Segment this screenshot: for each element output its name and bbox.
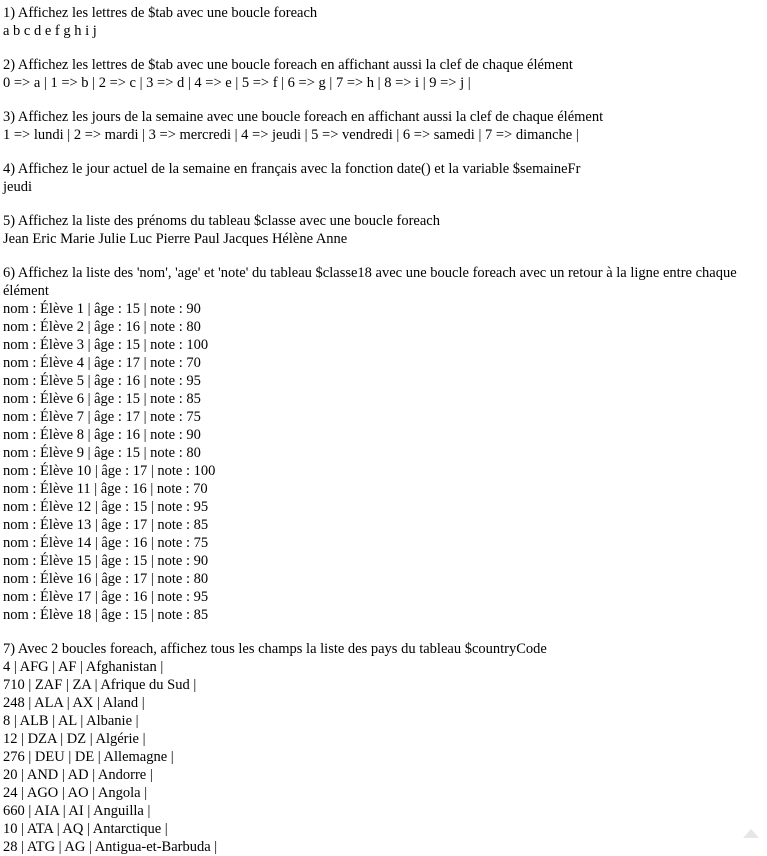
- output-line: nom : Élève 6 | âge : 15 | note : 85: [3, 391, 201, 407]
- output-line: 8 | ALB | AL | Albanie |: [3, 713, 139, 729]
- output-line: nom : Élève 12 | âge : 15 | note : 95: [3, 499, 209, 515]
- output-line: nom : Élève 13 | âge : 17 | note : 85: [3, 517, 209, 533]
- output-line: nom : Élève 18 | âge : 15 | note : 85: [3, 607, 209, 623]
- output-line: 1 => lundi | 2 => mardi | 3 => mercredi | 4 => jeudi | 5 => vendredi | 6 => samedi | 7 => dimanche |: [3, 127, 579, 143]
- exercise-section-3: [3, 108, 767, 144]
- output-line: 0 => a | 1 => b | 2 => c | 3 => d | 4 => e | 5 => f | 6 => g | 7 => h | 8 => i | 9 => j |: [3, 75, 471, 91]
- exercise-title: 4) Affichez le jour actuel de la semaine en français avec la fonction date() et la variable $semaineFr: [3, 161, 581, 177]
- output-line: 24 | AGO | AO | Angola |: [3, 785, 148, 801]
- exercise-title: 5) Affichez la liste des prénoms du tableau $classe avec une boucle foreach: [3, 213, 440, 229]
- exercise-title: 3) Affichez les jours de la semaine avec une boucle foreach en affichant aussi la clef de chaque élément: [3, 109, 604, 125]
- exercise-title: 7) Avec 2 boucles foreach, affichez tous les champs la liste des pays du tableau $countryCode: [3, 641, 547, 657]
- output-line: nom : Élève 3 | âge : 15 | note : 100: [3, 337, 209, 353]
- output-line: nom : Élève 1 | âge : 15 | note : 90: [3, 301, 201, 317]
- exercise-section-1: [3, 4, 767, 40]
- exercise-title: 1) Affichez les lettres de $tab avec une boucle foreach: [3, 5, 318, 21]
- output-line: nom : Élève 15 | âge : 15 | note : 90: [3, 553, 209, 569]
- exercise-section-7: [3, 640, 767, 856]
- output-line: 4 | AFG | AF | Afghanistan |: [3, 659, 164, 675]
- output-line: 660 | AIA | AI | Anguilla |: [3, 803, 151, 819]
- output-line: nom : Élève 11 | âge : 16 | note : 70: [3, 481, 208, 497]
- output-line: nom : Élève 9 | âge : 15 | note : 80: [3, 445, 201, 461]
- output-line: nom : Élève 16 | âge : 17 | note : 80: [3, 571, 209, 587]
- output-line: nom : Élève 17 | âge : 16 | note : 95: [3, 589, 209, 605]
- output-line: 10 | ATA | AQ | Antarctique |: [3, 821, 168, 837]
- output-line: 28 | ATG | AG | Antigua-et-Barbuda |: [3, 839, 218, 855]
- output-line: nom : Élève 4 | âge : 17 | note : 70: [3, 355, 201, 371]
- output-line: 20 | AND | AD | Andorre |: [3, 767, 153, 783]
- output-line: nom : Élève 2 | âge : 16 | note : 80: [3, 319, 201, 335]
- output-line: nom : Élève 8 | âge : 16 | note : 90: [3, 427, 201, 443]
- exercise-title: 2) Affichez les lettres de $tab avec une boucle foreach en affichant aussi la clef de chaque élément: [3, 57, 573, 73]
- output-line: 276 | DEU | DE | Allemagne |: [3, 749, 174, 765]
- scroll-up-arrow-icon[interactable]: [743, 829, 759, 838]
- exercise-section-4: [3, 160, 767, 196]
- output-line: nom : Élève 14 | âge : 16 | note : 75: [3, 535, 209, 551]
- output-line: 248 | ALA | AX | Aland |: [3, 695, 145, 711]
- exercise-section-6: [3, 264, 767, 624]
- exercise-section-5: [3, 212, 767, 248]
- exercise-section-2: [3, 56, 767, 92]
- output-line: a b c d e f g h i j: [3, 23, 97, 39]
- output-line: jeudi: [3, 179, 32, 195]
- output-line: Jean Eric Marie Julie Luc Pierre Paul Jacques Hélène Anne: [3, 231, 348, 247]
- exercise-title: 6) Affichez la liste des 'nom', 'age' et 'note' du tableau $classe18 avec une boucle foreach avec un retour à la ligne entre chaque élément: [3, 265, 737, 299]
- output-line: 710 | ZAF | ZA | Afrique du Sud |: [3, 677, 197, 693]
- output-line: 12 | DZA | DZ | Algérie |: [3, 731, 146, 747]
- output-line: nom : Élève 7 | âge : 17 | note : 75: [3, 409, 201, 425]
- output-line: nom : Élève 5 | âge : 16 | note : 95: [3, 373, 201, 389]
- output-line: nom : Élève 10 | âge : 17 | note : 100: [3, 463, 216, 479]
